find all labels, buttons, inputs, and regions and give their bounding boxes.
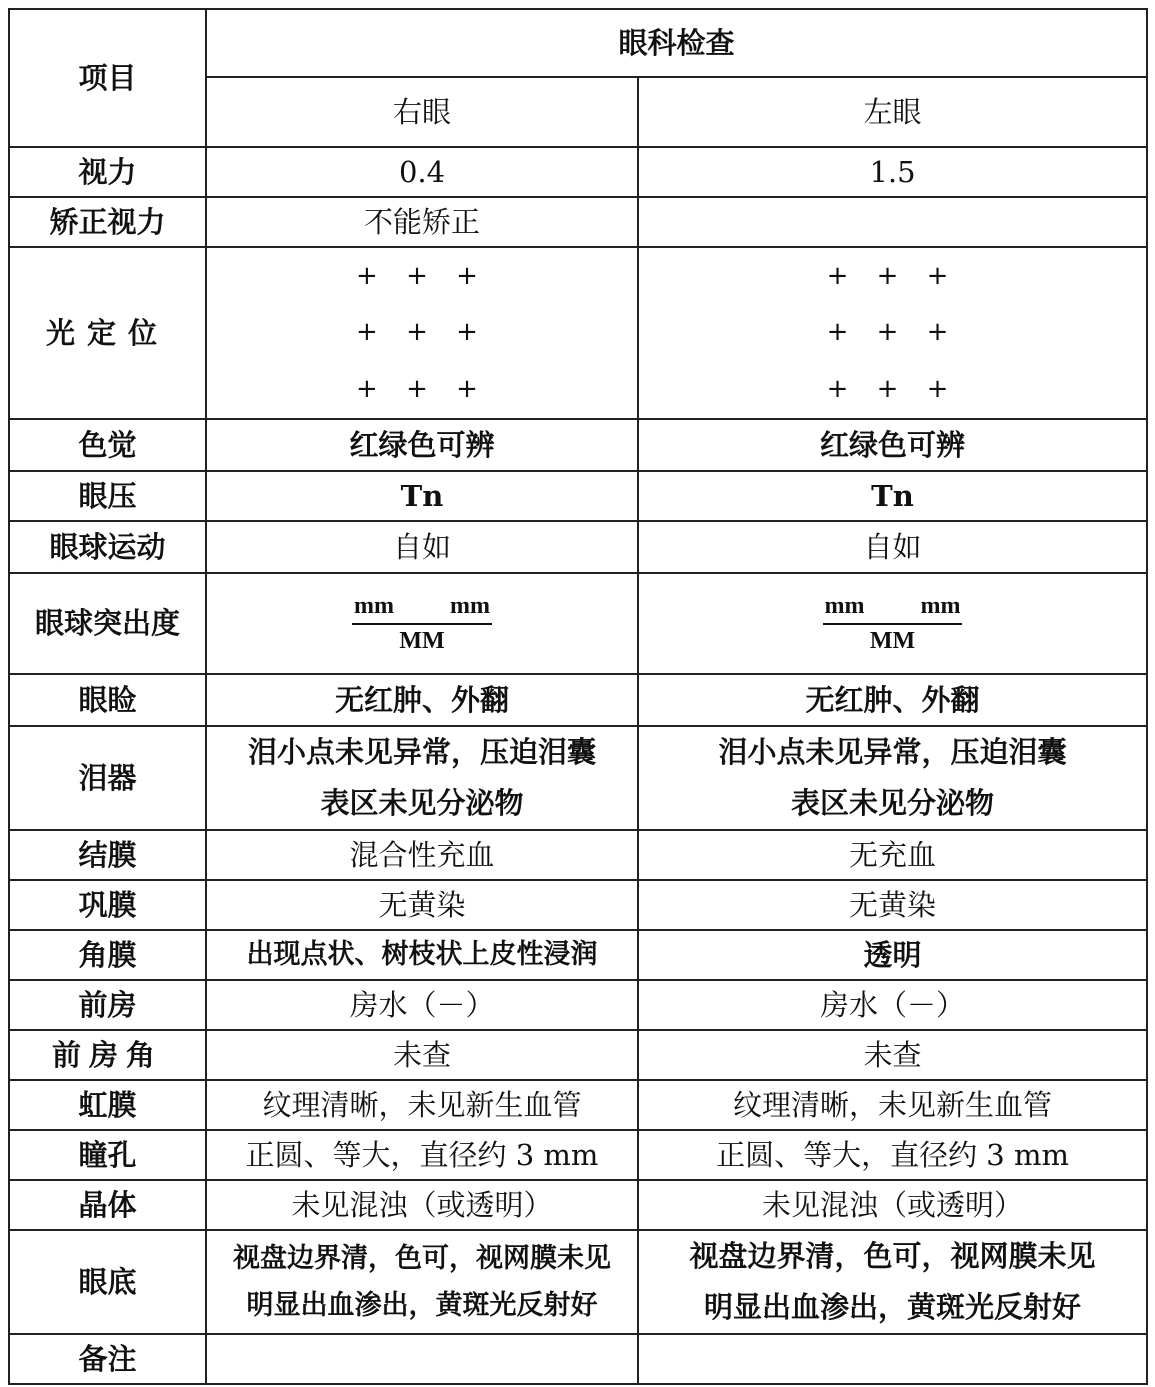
table-row (9, 1180, 1147, 1230)
right-eye-light-projection (206, 247, 638, 419)
right-eye-value: 混合性充血 (206, 830, 638, 880)
text-line: 明显出血渗出，黄斑光反射好 (246, 1290, 598, 1321)
text-line: 视盘边界清，色可，视网膜未见 (233, 1242, 611, 1274)
left-eye-value: 无黄染 (638, 880, 1147, 930)
row-item-label: 结膜 (9, 830, 206, 880)
right-eye-value: 未见混浊（或透明） (206, 1180, 638, 1230)
left-eye-value: 透明 (638, 930, 1147, 980)
left-eye-value: 房水（－） (638, 980, 1147, 1030)
header-right-eye: 右眼 (206, 77, 638, 147)
table-row (9, 1334, 1147, 1384)
left-eye-value: 未见混浊（或透明） (638, 1180, 1147, 1230)
row-item-label: 眼压 (9, 471, 206, 521)
table-row (9, 830, 1147, 880)
left-eye-value: 无充血 (638, 830, 1147, 880)
row-item-label: 眼底 (9, 1230, 206, 1334)
left-eye-value: 无红肿、外翻 (638, 674, 1147, 726)
right-eye-value: 未查 (206, 1030, 638, 1080)
fraction-numerator: mm mm (823, 592, 963, 625)
table-row (9, 1230, 1147, 1334)
left-eye-value (638, 197, 1147, 247)
table-row (9, 197, 1147, 247)
left-eye-value (638, 1334, 1147, 1384)
row-item-label: 前房角 (9, 1030, 206, 1080)
fraction (823, 592, 963, 656)
table-row (9, 930, 1147, 980)
right-eye-value: 红绿色可辨 (206, 419, 638, 471)
table-row (9, 980, 1147, 1030)
left-eye-value: 1.5 (638, 147, 1147, 197)
right-eye-value: 无黄染 (206, 880, 638, 930)
table-row (9, 147, 1147, 197)
right-eye-value: 房水（－） (206, 980, 638, 1030)
text-line: 视盘边界清，色可，视网膜未见 (689, 1239, 1096, 1274)
row-item-label: 眼球突出度 (9, 573, 206, 674)
light-projection-line: + + + (356, 317, 488, 348)
right-eye-value: 不能矫正 (206, 197, 638, 247)
fraction (352, 592, 492, 656)
left-eye-value: Tn (638, 471, 1147, 521)
table-row (9, 1030, 1147, 1080)
left-eye-value: 正圆、等大，直径约 3 mm (638, 1130, 1147, 1180)
text-line: 表区未见分泌物 (791, 786, 995, 820)
light-projection-line: + + + (356, 374, 488, 405)
right-eye-value: 纹理清晰，未见新生血管 (206, 1080, 638, 1130)
light-projection-line: + + + (826, 260, 959, 291)
left-eye-lacrimal (638, 726, 1147, 830)
right-eye-fundus (206, 1230, 638, 1334)
row-item-label: 色觉 (9, 419, 206, 471)
row-item-label: 角膜 (9, 930, 206, 980)
row-item-label: 眼睑 (9, 674, 206, 726)
row-item-label: 晶体 (9, 1180, 206, 1230)
header-item-label: 项目 (9, 9, 206, 147)
fraction-denominator: MM (869, 627, 916, 654)
table-row (9, 880, 1147, 930)
right-eye-value: 正圆、等大，直径约 3 mm (206, 1130, 638, 1180)
header-left-eye: 左眼 (638, 77, 1147, 147)
table-row (9, 674, 1147, 726)
text-line: 明显出血渗出，黄斑光反射好 (704, 1290, 1082, 1324)
light-projection-line: + + + (826, 374, 959, 405)
table-row (9, 471, 1147, 521)
table-row (9, 1080, 1147, 1130)
table-row (9, 573, 1147, 674)
header-exam-label: 眼科检查 (206, 9, 1147, 77)
eye-exam-table (8, 8, 1148, 1385)
right-eye-exophthalmos (206, 573, 638, 674)
light-projection-line: + + + (356, 260, 488, 291)
left-eye-exophthalmos (638, 573, 1147, 674)
row-item-label: 瞳孔 (9, 1130, 206, 1180)
right-eye-value: Tn (206, 471, 638, 521)
right-eye-value (206, 1334, 638, 1384)
row-item-label: 备注 (9, 1334, 206, 1384)
row-item-label: 矫正视力 (9, 197, 206, 247)
table-row (9, 419, 1147, 471)
left-eye-fundus (638, 1230, 1147, 1334)
fraction-denominator: MM (399, 627, 445, 654)
row-item-label: 前房 (9, 980, 206, 1030)
right-eye-value: 0.4 (206, 147, 638, 197)
left-eye-value: 纹理清晰，未见新生血管 (638, 1080, 1147, 1130)
left-eye-light-projection (638, 247, 1147, 419)
text-line: 泪小点未见异常，压迫泪囊 (718, 735, 1067, 770)
left-eye-value: 未查 (638, 1030, 1147, 1080)
row-item-label: 虹膜 (9, 1080, 206, 1130)
fraction-numerator: mm mm (352, 592, 492, 625)
right-eye-value: 无红肿、外翻 (206, 674, 638, 726)
row-item-label: 巩膜 (9, 880, 206, 930)
right-eye-lacrimal (206, 726, 638, 830)
table-row (9, 521, 1147, 573)
row-item-label: 泪器 (9, 726, 206, 830)
right-eye-value: 出现点状、树枝状上皮性浸润 (206, 930, 638, 980)
row-item-label: 眼球运动 (9, 521, 206, 573)
row-item-label: 光定位 (9, 247, 206, 419)
table-row (9, 247, 1147, 419)
left-eye-value: 自如 (638, 521, 1147, 573)
left-eye-value: 红绿色可辨 (638, 419, 1147, 471)
table-row (9, 726, 1147, 830)
row-item-label: 视力 (9, 147, 206, 197)
text-line: 泪小点未见异常，压迫泪囊 (247, 735, 596, 770)
text-line: 表区未见分泌物 (320, 786, 524, 820)
light-projection-line: + + + (826, 317, 959, 348)
table-row (9, 1130, 1147, 1180)
right-eye-value: 自如 (206, 521, 638, 573)
